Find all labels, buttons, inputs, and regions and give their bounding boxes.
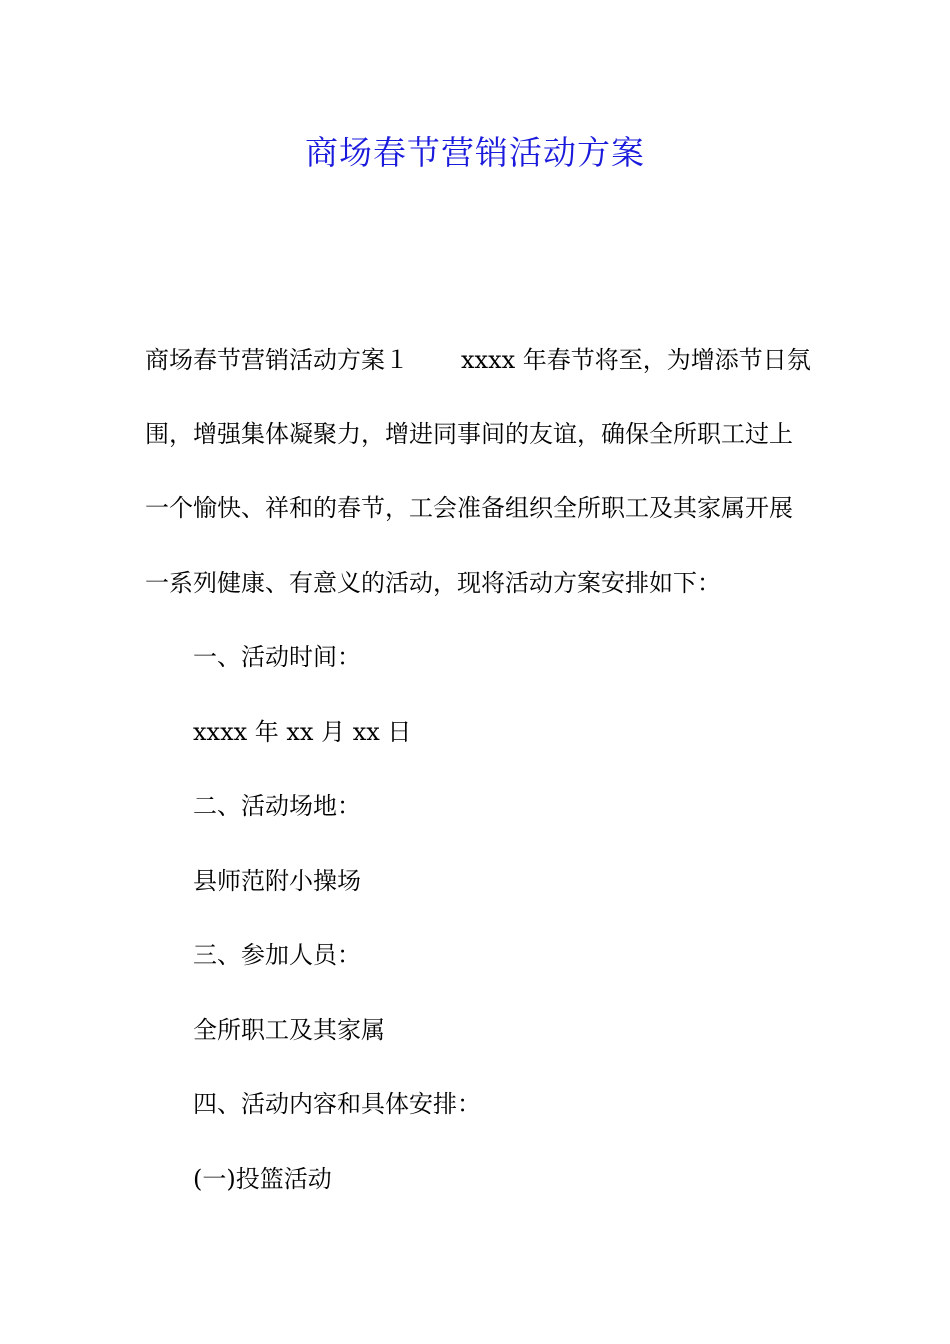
intro-line-4: 一系列健康、有意义的活动，现将活动方案安排如下： <box>145 569 721 597</box>
section-content-venue: 县师范附小操场 <box>193 867 361 895</box>
intro-heading: 商场春节营销活动方案１ <box>145 346 409 374</box>
section-content-time: xxxx 年 xx 月 xx 日 <box>193 718 412 746</box>
section-content-participants: 全所职工及其家属 <box>193 1016 385 1044</box>
section-heading-arrangements: 四、活动内容和具体安排： <box>193 1090 481 1118</box>
section-heading-venue: 二、活动场地： <box>193 792 361 820</box>
section-heading-participants: 三、参加人员： <box>193 941 361 969</box>
intro-line-2: 围，增强集体凝聚力，增进同事间的友谊，确保全所职工过上 <box>145 420 793 448</box>
intro-line-1 <box>145 342 811 378</box>
intro-line-1-text: xxxx 年春节将至，为增添节日氛 <box>461 346 811 374</box>
intro-line-3: 一个愉快、祥和的春节，工会准备组织全所职工及其家属开展 <box>145 494 793 522</box>
document-title: 商场春节营销活动方案 <box>305 133 645 172</box>
section-heading-time: 一、活动时间： <box>193 643 361 671</box>
section-content-arrangements: (一)投篮活动 <box>193 1165 332 1193</box>
